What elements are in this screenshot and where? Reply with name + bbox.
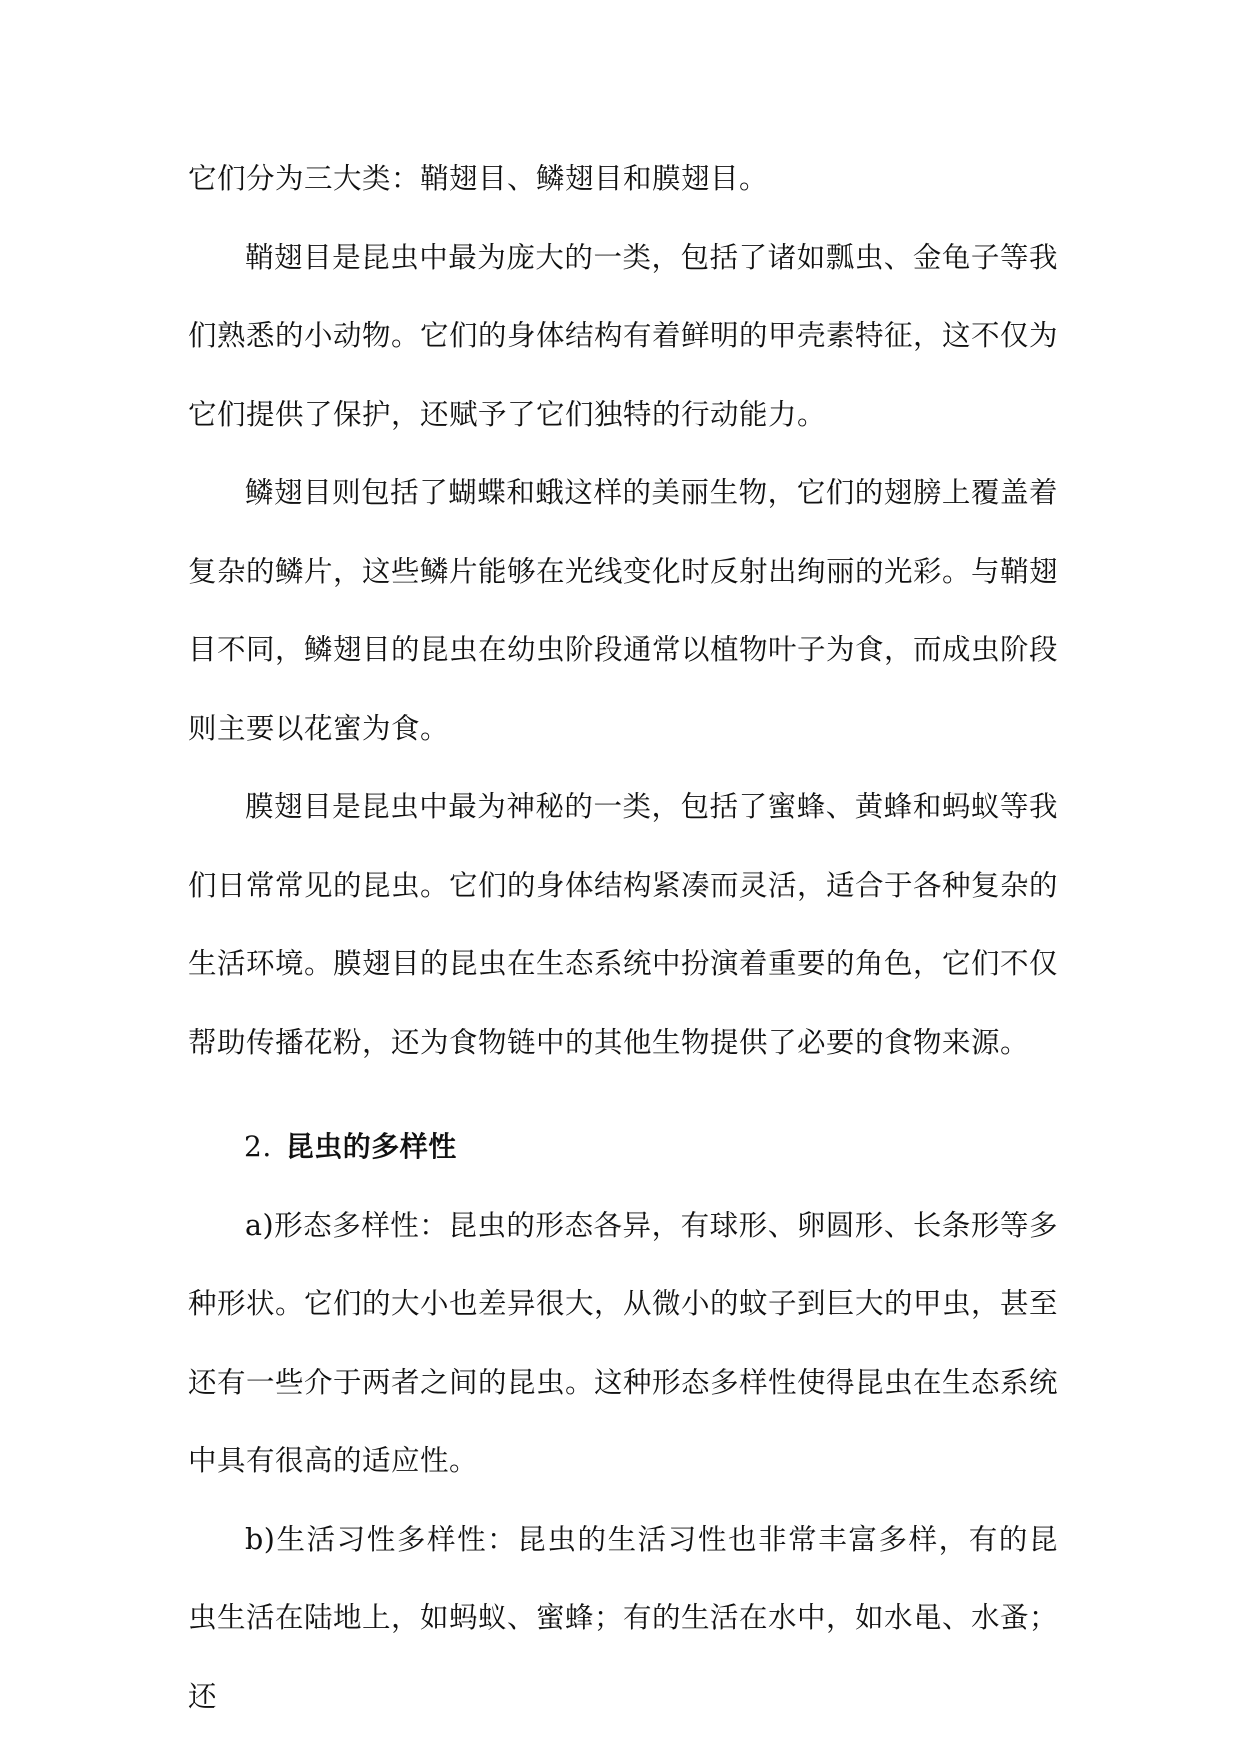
section-number: 2. (244, 1130, 272, 1163)
paragraph-coleoptera: 鞘翅目是昆虫中最为庞大的一类，包括了诸如瓢虫、金龟子等我们熟悉的小动物。它们的身体结构有着鲜明的甲壳素特征，这不仅为它们提供了保护，还赋予了它们独特的行动能力。 (188, 240, 1059, 431)
section-title: 昆虫的多样性 (285, 1130, 457, 1163)
paragraph-hymenoptera: 膜翅目是昆虫中最为神秘的一类，包括了蜜蜂、黄蜂和蚂蚁等我们日常常见的昆虫。它们的身体结构紧凑而灵活，适合于各种复杂的生活环境。膜翅目的昆虫在生态系统中扮演着重要的角色，它们不仅帮助传播花粉，还为食物链中的其他生物提供了必要的食物来源。 (188, 790, 1059, 1059)
paragraph-habit-diversity: b)生活习性多样性：昆虫的生活习性也非常丰富多样，有的昆虫生活在陆地上，如蚂蚁、蜜蜂；有的生活在水中，如水黾、水蚤；还 (188, 1522, 1059, 1713)
paragraph-lepidoptera: 鳞翅目则包括了蝴蝶和蛾这样的美丽生物，它们的翅膀上覆盖着复杂的鳞片，这些鳞片能够在光线变化时反射出绚丽的光彩。与鞘翅目不同，鳞翅目的昆虫在幼虫阶段通常以植物叶子为食，而成虫阶段则主要以花蜜为食。 (188, 476, 1059, 745)
document-body (188, 140, 1058, 1736)
section-heading (188, 1108, 1058, 1187)
paragraph-classification: 它们分为三大类：鞘翅目、鳞翅目和膜翅目。 (188, 162, 769, 195)
paragraph-morphological-diversity: a)形态多样性：昆虫的形态各异，有球形、卵圆形、长条形等多种形状。它们的大小也差异很大，从微小的蚊子到巨大的甲虫，甚至还有一些介于两者之间的昆虫。这种形态多样性使得昆虫在生态系统中具有很高的适应性。 (188, 1208, 1059, 1477)
